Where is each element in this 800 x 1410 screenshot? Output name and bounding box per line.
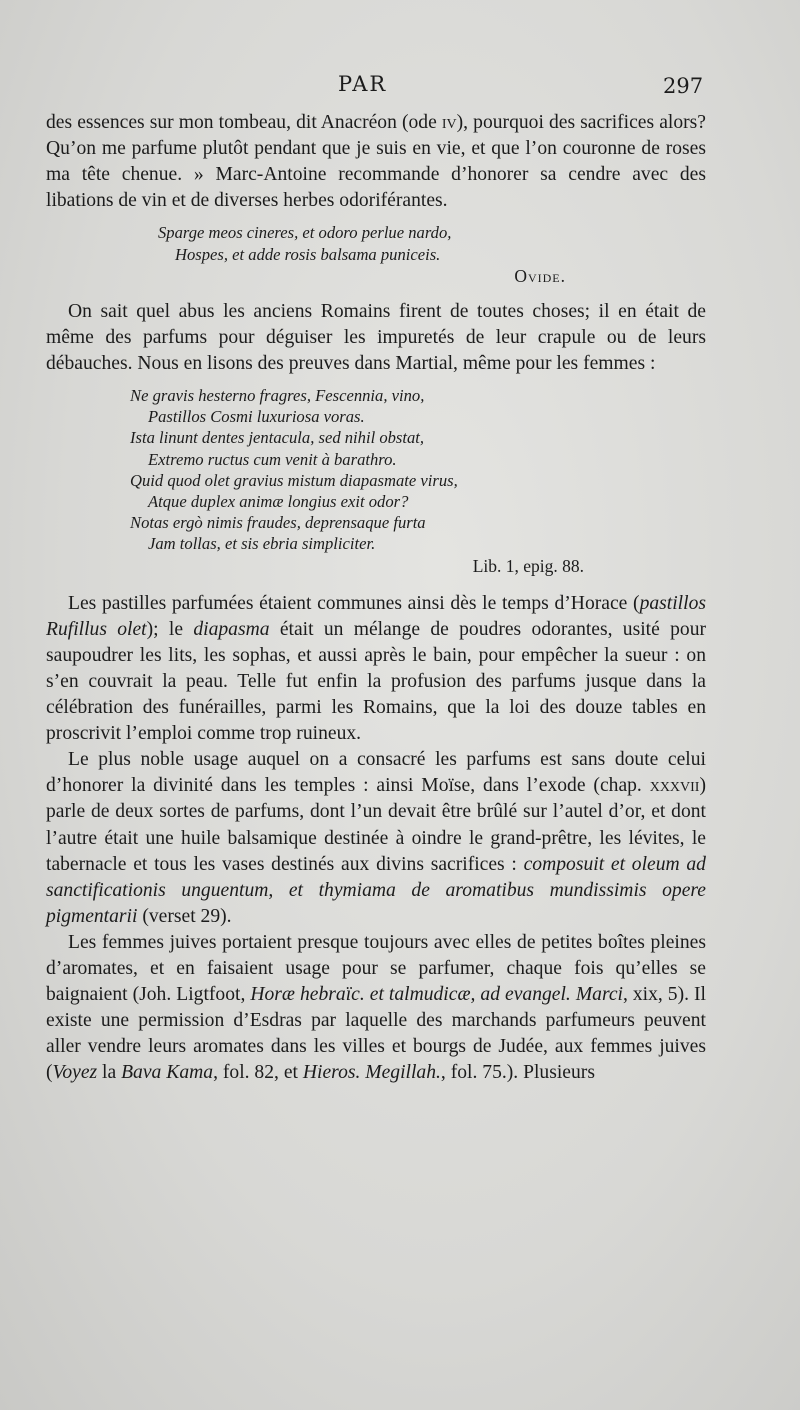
running-head: PAR xyxy=(338,72,388,96)
verse-line: Quid quod olet gravius mistum diapasmate virus, xyxy=(130,470,458,490)
page-header xyxy=(0,72,800,102)
verse-line: Atque duplex animæ longius exit odor? xyxy=(148,492,409,512)
verse-line: Notas ergò nimis fraudes, deprensaque furta xyxy=(130,513,426,533)
reference-title: Hieros. Megillah. xyxy=(302,1062,441,1084)
reference-title: Horæ hebraïc. et talmudicæ, ad evangel. Marci xyxy=(250,984,623,1006)
paragraph-romains: On sait quel abus les anciens Romains firent de toutes choses; il en était de même des parfums pour déguiser les impuretés de leur crapule ou de leurs débauches. Nous en lisons des preuves dans Martial, même pour les femmes : xyxy=(46,300,706,374)
latin-term: diapasma xyxy=(193,618,270,640)
paragraph-divinite: Le plus noble usage auquel on a consacré les parfums est sans doute celui d’honorer la divinité dans les temples : ainsi Moïse, dans l’exode (chap. xxxvii) parle de deux sortes de parfums, dont l’un devait être brûlé sur l’autel d’or, et dont l’autre était une huile balsamique destinée à oindre le grand-prêtre, les lévites, le tabernacle et tous les vases destinés aux divins sacrifices : composuit et oleum ad sanctificationis unguentum, et thymiama de aromatibus mundissimis opere pigmentarii (verset 29). xyxy=(46,749,706,927)
ode-number: iv xyxy=(441,112,457,133)
martial-verse xyxy=(46,385,706,577)
cross-reference: Voyez xyxy=(52,1062,98,1084)
chapter-number: xxxvii xyxy=(649,775,700,797)
verse-line: Ista linunt dentes jentacula, sed nihil obstat, xyxy=(130,428,425,448)
paragraph-anacreon: des essences sur mon tombeau, dit Anacréon (ode iv), pourquoi des sacrifices alors? Qu’on me parfume plutôt pendant que je suis en vie, et que l’on couronne de roses ma tête chenue. » Marc-Antoine recommande d’honorer sa cendre avec des libations de vin et de diverses herbes odoriférantes. xyxy=(46,112,706,212)
page-number: 297 xyxy=(663,74,704,98)
verse-line: Extremo ructus cum venit à barathro. xyxy=(148,449,397,469)
latin-quote: pastillos Rufillus olet xyxy=(46,592,706,640)
verse-line: Sparge meos cineres, et odoro perlue nardo, xyxy=(158,223,452,243)
verse-line: Jam tollas, et sis ebria simpliciter. xyxy=(148,534,376,554)
paragraph-pastilles: Les pastilles parfumées étaient communes ainsi dès le temps d’Horace (pastillos Rufillus olet); le diapasma était un mélange de poudres odorantes, usité pour saupoudrer les lits, les sophas, et aussi après le bain, pour empêcher la sueur : on s’en couvrait la peau. Telle fut enfin la profusion des parfums jusque dans la célébration des funérailles, parmi les Romains, que la loi des douze tables en proscrivit l’emploi comme trop ruineux. xyxy=(46,592,707,745)
body-text xyxy=(46,110,706,1086)
reference-title: Bava Kama xyxy=(121,1062,214,1084)
paragraph-femmes-juives: Les femmes juives portaient presque toujours avec elles de petites boîtes pleines d’aromates, et en faisaient usage pour se parfumer, chaque fois qu’elles se baignaient (Joh. Ligtfoot, Horæ hebraïc. et talmudicæ, ad evangel. Marci, xix, 5). Il existe une permission d’Esdras par laquelle des marchands parfumeurs peuvent aller vendre leurs aromates dans les villes et bourgs de Judée, aux femmes juives (Voyez la Bava Kama, fol. 82, et Hieros. Megillah., fol. 75.). Plusieurs xyxy=(46,931,706,1084)
verse-attribution: Lib. 1, epig. 88. xyxy=(472,555,584,576)
verse-attribution: Ovide. xyxy=(514,265,566,286)
verse-line: Ne gravis hesterno fragres, Fescennia, vino, xyxy=(130,386,425,406)
ovid-verse xyxy=(46,222,706,286)
latin-quote: composuit et oleum ad sanctificationis unguentum, et thymiama de aromatibus mundissimis opere pigmentarii xyxy=(46,853,706,927)
verse-line: Pastillos Cosmi luxuriosa voras. xyxy=(148,407,365,427)
verse-line: Hospes, et adde rosis balsama puniceis. xyxy=(175,244,441,264)
